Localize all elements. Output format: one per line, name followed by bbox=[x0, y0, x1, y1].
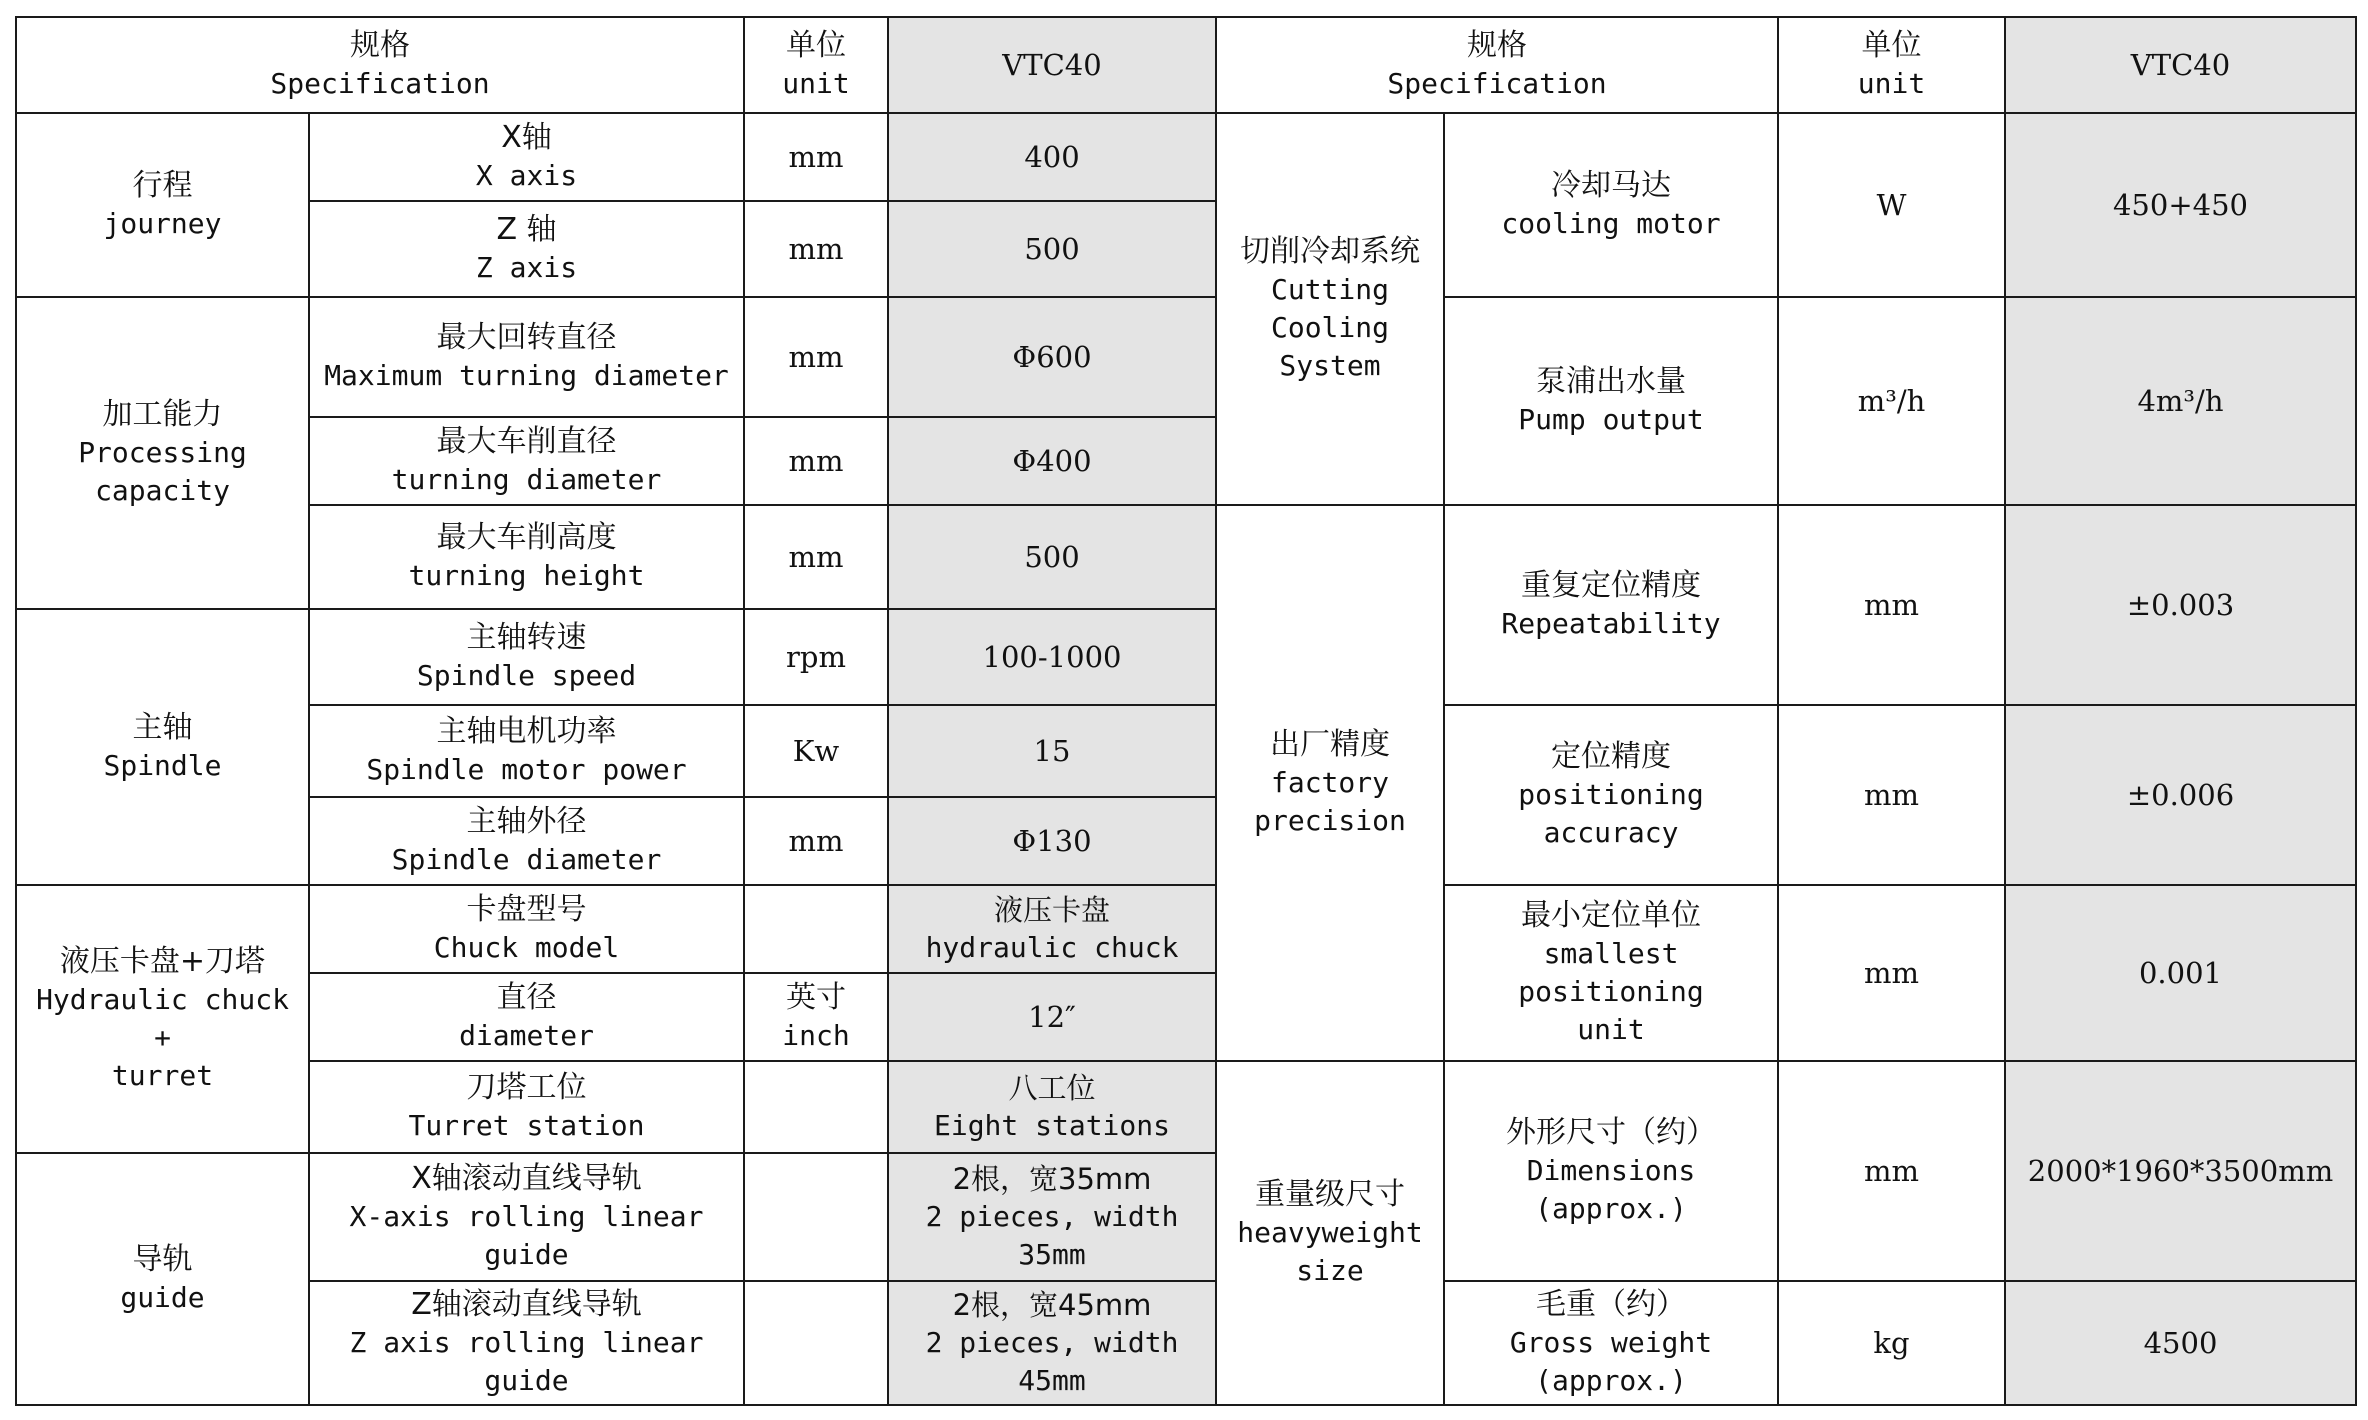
spec-value-en: hydraulic chuck bbox=[925, 931, 1179, 964]
repeatability-spec-cell bbox=[1444, 505, 1778, 705]
spec-value-en: Eight stations bbox=[933, 1109, 1170, 1142]
group-label-en: factory precision bbox=[1254, 766, 1406, 837]
size-group-cell bbox=[1216, 1061, 1444, 1405]
spec-label-en: turning height bbox=[408, 559, 645, 592]
chuck-model-spec-cell bbox=[309, 885, 744, 973]
spec-value: 100-1000 bbox=[982, 640, 1122, 674]
cooling-motor-spec-cell bbox=[1444, 113, 1778, 297]
value-cell bbox=[888, 609, 1216, 705]
spec-label-en: cooling motor bbox=[1501, 207, 1721, 240]
unit-cell bbox=[744, 1281, 888, 1405]
spec-label-en: X-axis rolling linear guide bbox=[349, 1200, 704, 1271]
spec-value: Φ400 bbox=[1012, 444, 1092, 478]
group-label-zh: 主轴 bbox=[132, 710, 193, 745]
group-label-en: journey bbox=[103, 207, 222, 240]
value-cell bbox=[888, 417, 1216, 505]
right-spec-header bbox=[1216, 17, 1778, 113]
spec-label-en: turning diameter bbox=[391, 463, 662, 496]
z-guide-spec-cell bbox=[309, 1281, 744, 1405]
value-cell bbox=[2005, 113, 2356, 297]
group-label-zh: 重量级尺寸 bbox=[1255, 1177, 1405, 1212]
precision-group-cell bbox=[1216, 505, 1444, 1061]
spec-value: 500 bbox=[1024, 540, 1080, 574]
unit-cell bbox=[744, 885, 888, 973]
value-cell bbox=[888, 201, 1216, 297]
spec-label-en: Maximum turning diameter bbox=[324, 359, 729, 392]
unit-cell bbox=[1778, 297, 2005, 505]
value-cell bbox=[2005, 705, 2356, 885]
value-cell bbox=[888, 973, 1216, 1061]
spec-value-en: 2 pieces, width 45mm bbox=[925, 1326, 1179, 1397]
unit-cell bbox=[744, 797, 888, 885]
spec-value: 400 bbox=[1024, 140, 1080, 174]
group-label-en: Processing capacity bbox=[78, 436, 247, 507]
spec-table bbox=[15, 16, 2357, 1406]
group-label-zh: 切削冷却系统 bbox=[1240, 234, 1420, 269]
unit-value-zh: 英寸 bbox=[786, 980, 846, 1015]
spec-value: 15 bbox=[1033, 734, 1071, 768]
capacity-group-cell bbox=[16, 297, 309, 609]
spec-label-zh: Z 轴 bbox=[496, 212, 557, 247]
spec-value-en: 2 pieces, width 35mm bbox=[925, 1200, 1179, 1271]
spec-label-zh: 定位精度 bbox=[1551, 739, 1671, 774]
unit-value: mm bbox=[1864, 588, 1919, 622]
spec-label-zh: 重复定位精度 bbox=[1521, 568, 1701, 603]
group-label-en: guide bbox=[120, 1281, 205, 1314]
z-axis-spec-cell bbox=[309, 201, 744, 297]
group-label-zh: 液压卡盘+刀塔 bbox=[59, 944, 266, 979]
spec-value: 4m³/h bbox=[2137, 384, 2224, 418]
spec-label-zh: 最大回转直径 bbox=[436, 320, 617, 355]
spec-label-en: Chuck model bbox=[433, 931, 620, 964]
spec-value: 0.001 bbox=[2138, 956, 2223, 990]
unit-cell bbox=[1778, 1061, 2005, 1281]
turning-diameter-spec-cell bbox=[309, 417, 744, 505]
spindle-diameter-spec-cell bbox=[309, 797, 744, 885]
spec-value: 4500 bbox=[2143, 1326, 2218, 1360]
unit-cell bbox=[1778, 885, 2005, 1061]
spec-value: 450+450 bbox=[2112, 188, 2248, 222]
unit-cell bbox=[744, 417, 888, 505]
unit-value: kg bbox=[1873, 1326, 1910, 1360]
spec-label-zh: 毛重（约） bbox=[1536, 1287, 1686, 1322]
spec-value-zh: 2根，宽45mm bbox=[952, 1288, 1152, 1322]
table-row bbox=[16, 885, 2356, 973]
spec-label-zh: 主轴转速 bbox=[466, 620, 587, 655]
unit-value: W bbox=[1876, 188, 1907, 222]
unit-header-en: unit bbox=[782, 67, 850, 100]
chuck-group-cell bbox=[16, 885, 309, 1153]
travel-group-cell bbox=[16, 113, 309, 297]
unit-value: mm bbox=[1864, 1154, 1919, 1188]
unit-cell bbox=[744, 1153, 888, 1281]
unit-value: mm bbox=[788, 232, 844, 266]
spec-label-en: Turret station bbox=[408, 1109, 645, 1142]
unit-cell bbox=[744, 505, 888, 609]
spec-value-zh: 液压卡盘 bbox=[993, 893, 1110, 927]
spec-label-en: Z axis bbox=[475, 251, 578, 284]
spindle-speed-spec-cell bbox=[309, 609, 744, 705]
spec-value: 500 bbox=[1024, 232, 1080, 266]
unit-cell bbox=[744, 113, 888, 201]
group-label-en: Cutting Cooling System bbox=[1270, 273, 1389, 382]
unit-cell bbox=[744, 297, 888, 417]
spec-label-zh: 直径 bbox=[496, 980, 557, 1015]
unit-cell bbox=[744, 609, 888, 705]
spec-label-zh: 主轴外径 bbox=[466, 804, 587, 839]
group-label-en: Spindle bbox=[103, 749, 222, 782]
value-cell bbox=[888, 705, 1216, 797]
spec-label-zh: Z轴滚动直线导轨 bbox=[411, 1287, 642, 1322]
spec-header-en: Specification bbox=[1387, 67, 1607, 100]
unit-value: mm bbox=[788, 140, 844, 174]
cooling-group-cell bbox=[1216, 113, 1444, 505]
spec-value: ±0.006 bbox=[2126, 778, 2235, 812]
unit-cell bbox=[1778, 113, 2005, 297]
header-row bbox=[16, 17, 2356, 113]
value-cell bbox=[2005, 297, 2356, 505]
unit-cell bbox=[744, 201, 888, 297]
spec-label-en: smallest positioning unit bbox=[1518, 937, 1704, 1046]
spec-label-zh: 最大车削直径 bbox=[436, 424, 617, 459]
group-label-zh: 导轨 bbox=[132, 1242, 193, 1277]
turret-station-spec-cell bbox=[309, 1061, 744, 1153]
spec-value: ±0.003 bbox=[2126, 588, 2235, 622]
unit-value: mm bbox=[788, 540, 844, 574]
value-cell bbox=[888, 113, 1216, 201]
unit-value: mm bbox=[1864, 956, 1919, 990]
spec-header-zh: 规格 bbox=[350, 28, 410, 63]
spec-label-en: Gross weight (approx.) bbox=[1509, 1326, 1713, 1397]
spec-label-zh: 泵浦出水量 bbox=[1536, 364, 1686, 399]
value-cell bbox=[888, 1281, 1216, 1405]
unit-header-en: unit bbox=[1857, 67, 1926, 100]
group-label-zh: 行程 bbox=[132, 168, 193, 203]
value-cell bbox=[888, 885, 1216, 973]
spec-label-zh: 最小定位单位 bbox=[1521, 898, 1701, 933]
spec-label-zh: 冷却马达 bbox=[1551, 168, 1671, 203]
table-row bbox=[16, 1281, 2356, 1405]
table-row bbox=[16, 705, 2356, 797]
value-cell bbox=[888, 297, 1216, 417]
unit-value-en: inch bbox=[782, 1019, 850, 1052]
gross-weight-spec-cell bbox=[1444, 1281, 1778, 1405]
table-row bbox=[16, 113, 2356, 201]
value-cell bbox=[2005, 885, 2356, 1061]
unit-cell bbox=[1778, 1281, 2005, 1405]
spec-label-zh: X轴 bbox=[501, 120, 552, 155]
group-label-zh: 加工能力 bbox=[102, 397, 223, 432]
unit-cell bbox=[744, 1061, 888, 1153]
spec-label-zh: 外形尺寸（约） bbox=[1506, 1115, 1716, 1150]
value-cell bbox=[888, 1153, 1216, 1281]
swing-diameter-spec-cell bbox=[309, 297, 744, 417]
x-axis-spec-cell bbox=[309, 113, 744, 201]
spec-label-en: Spindle motor power bbox=[366, 753, 687, 786]
spec-label-zh: 主轴电机功率 bbox=[436, 714, 617, 749]
spec-value-zh: 2根，宽35mm bbox=[952, 1162, 1152, 1196]
unit-value: Kw bbox=[792, 734, 840, 768]
spec-header-en: Specification bbox=[270, 67, 490, 100]
unit-cell bbox=[744, 705, 888, 797]
left-model-header bbox=[888, 17, 1216, 113]
unit-cell bbox=[1778, 505, 2005, 705]
unit-value: mm bbox=[788, 824, 844, 858]
unit-header-zh: 单位 bbox=[1861, 28, 1922, 63]
spec-label-en: Spindle diameter bbox=[391, 843, 662, 876]
spec-label-en: diameter bbox=[459, 1019, 594, 1052]
table-row bbox=[16, 297, 2356, 417]
spec-label-zh: 卡盘型号 bbox=[466, 892, 587, 927]
spec-value: 12″ bbox=[1028, 1000, 1076, 1034]
group-label-en: heavyweight size bbox=[1237, 1216, 1423, 1287]
spec-label-en: Spindle speed bbox=[416, 659, 637, 692]
spec-header-zh: 规格 bbox=[1467, 28, 1527, 63]
spec-value: Φ600 bbox=[1012, 340, 1092, 374]
model-header: VTC40 bbox=[2130, 48, 2231, 82]
spec-label-en: Z axis rolling linear guide bbox=[349, 1326, 704, 1397]
positioning-accuracy-spec-cell bbox=[1444, 705, 1778, 885]
dimensions-spec-cell bbox=[1444, 1061, 1778, 1281]
value-cell bbox=[2005, 1061, 2356, 1281]
spec-label-en: X axis bbox=[475, 159, 578, 192]
table-row bbox=[16, 505, 2356, 609]
table-row bbox=[16, 1061, 2356, 1153]
guide-group-cell bbox=[16, 1153, 309, 1405]
value-cell bbox=[888, 505, 1216, 609]
value-cell bbox=[2005, 505, 2356, 705]
unit-header-zh: 单位 bbox=[786, 28, 846, 63]
spec-value: Φ130 bbox=[1012, 824, 1092, 858]
spindle-group-cell bbox=[16, 609, 309, 885]
smallest-unit-spec-cell bbox=[1444, 885, 1778, 1061]
spec-value-zh: 八工位 bbox=[1008, 1071, 1096, 1105]
unit-value: m³/h bbox=[1857, 384, 1926, 418]
right-model-header bbox=[2005, 17, 2356, 113]
model-header: VTC40 bbox=[1002, 48, 1102, 82]
spec-value: 2000*1960*3500mm bbox=[2027, 1154, 2334, 1188]
spec-label-en: positioning accuracy bbox=[1518, 778, 1704, 849]
spindle-power-spec-cell bbox=[309, 705, 744, 797]
spec-label-zh: 最大车削高度 bbox=[436, 520, 617, 555]
spec-label-en: Repeatability bbox=[1501, 607, 1721, 640]
x-guide-spec-cell bbox=[309, 1153, 744, 1281]
unit-value: mm bbox=[1864, 778, 1919, 812]
unit-cell bbox=[744, 973, 888, 1061]
value-cell bbox=[2005, 1281, 2356, 1405]
group-label-zh: 出厂精度 bbox=[1270, 727, 1390, 762]
unit-value: mm bbox=[788, 340, 844, 374]
left-unit-header bbox=[744, 17, 888, 113]
unit-cell bbox=[1778, 705, 2005, 885]
value-cell bbox=[888, 797, 1216, 885]
chuck-diameter-spec-cell bbox=[309, 973, 744, 1061]
spec-label-zh: 刀塔工位 bbox=[466, 1070, 587, 1105]
pump-output-spec-cell bbox=[1444, 297, 1778, 505]
unit-value: rpm bbox=[786, 640, 846, 674]
spec-label-zh: X轴滚动直线导轨 bbox=[411, 1161, 642, 1196]
unit-value: mm bbox=[788, 444, 844, 478]
spec-label-en: Dimensions (approx.) bbox=[1526, 1154, 1696, 1225]
turning-height-spec-cell bbox=[309, 505, 744, 609]
spec-table-container bbox=[15, 16, 2357, 1406]
right-unit-header bbox=[1778, 17, 2005, 113]
group-label-en: Hydraulic chuck + turret bbox=[36, 983, 289, 1092]
spec-label-en: Pump output bbox=[1518, 403, 1704, 436]
left-spec-header bbox=[16, 17, 744, 113]
value-cell bbox=[888, 1061, 1216, 1153]
